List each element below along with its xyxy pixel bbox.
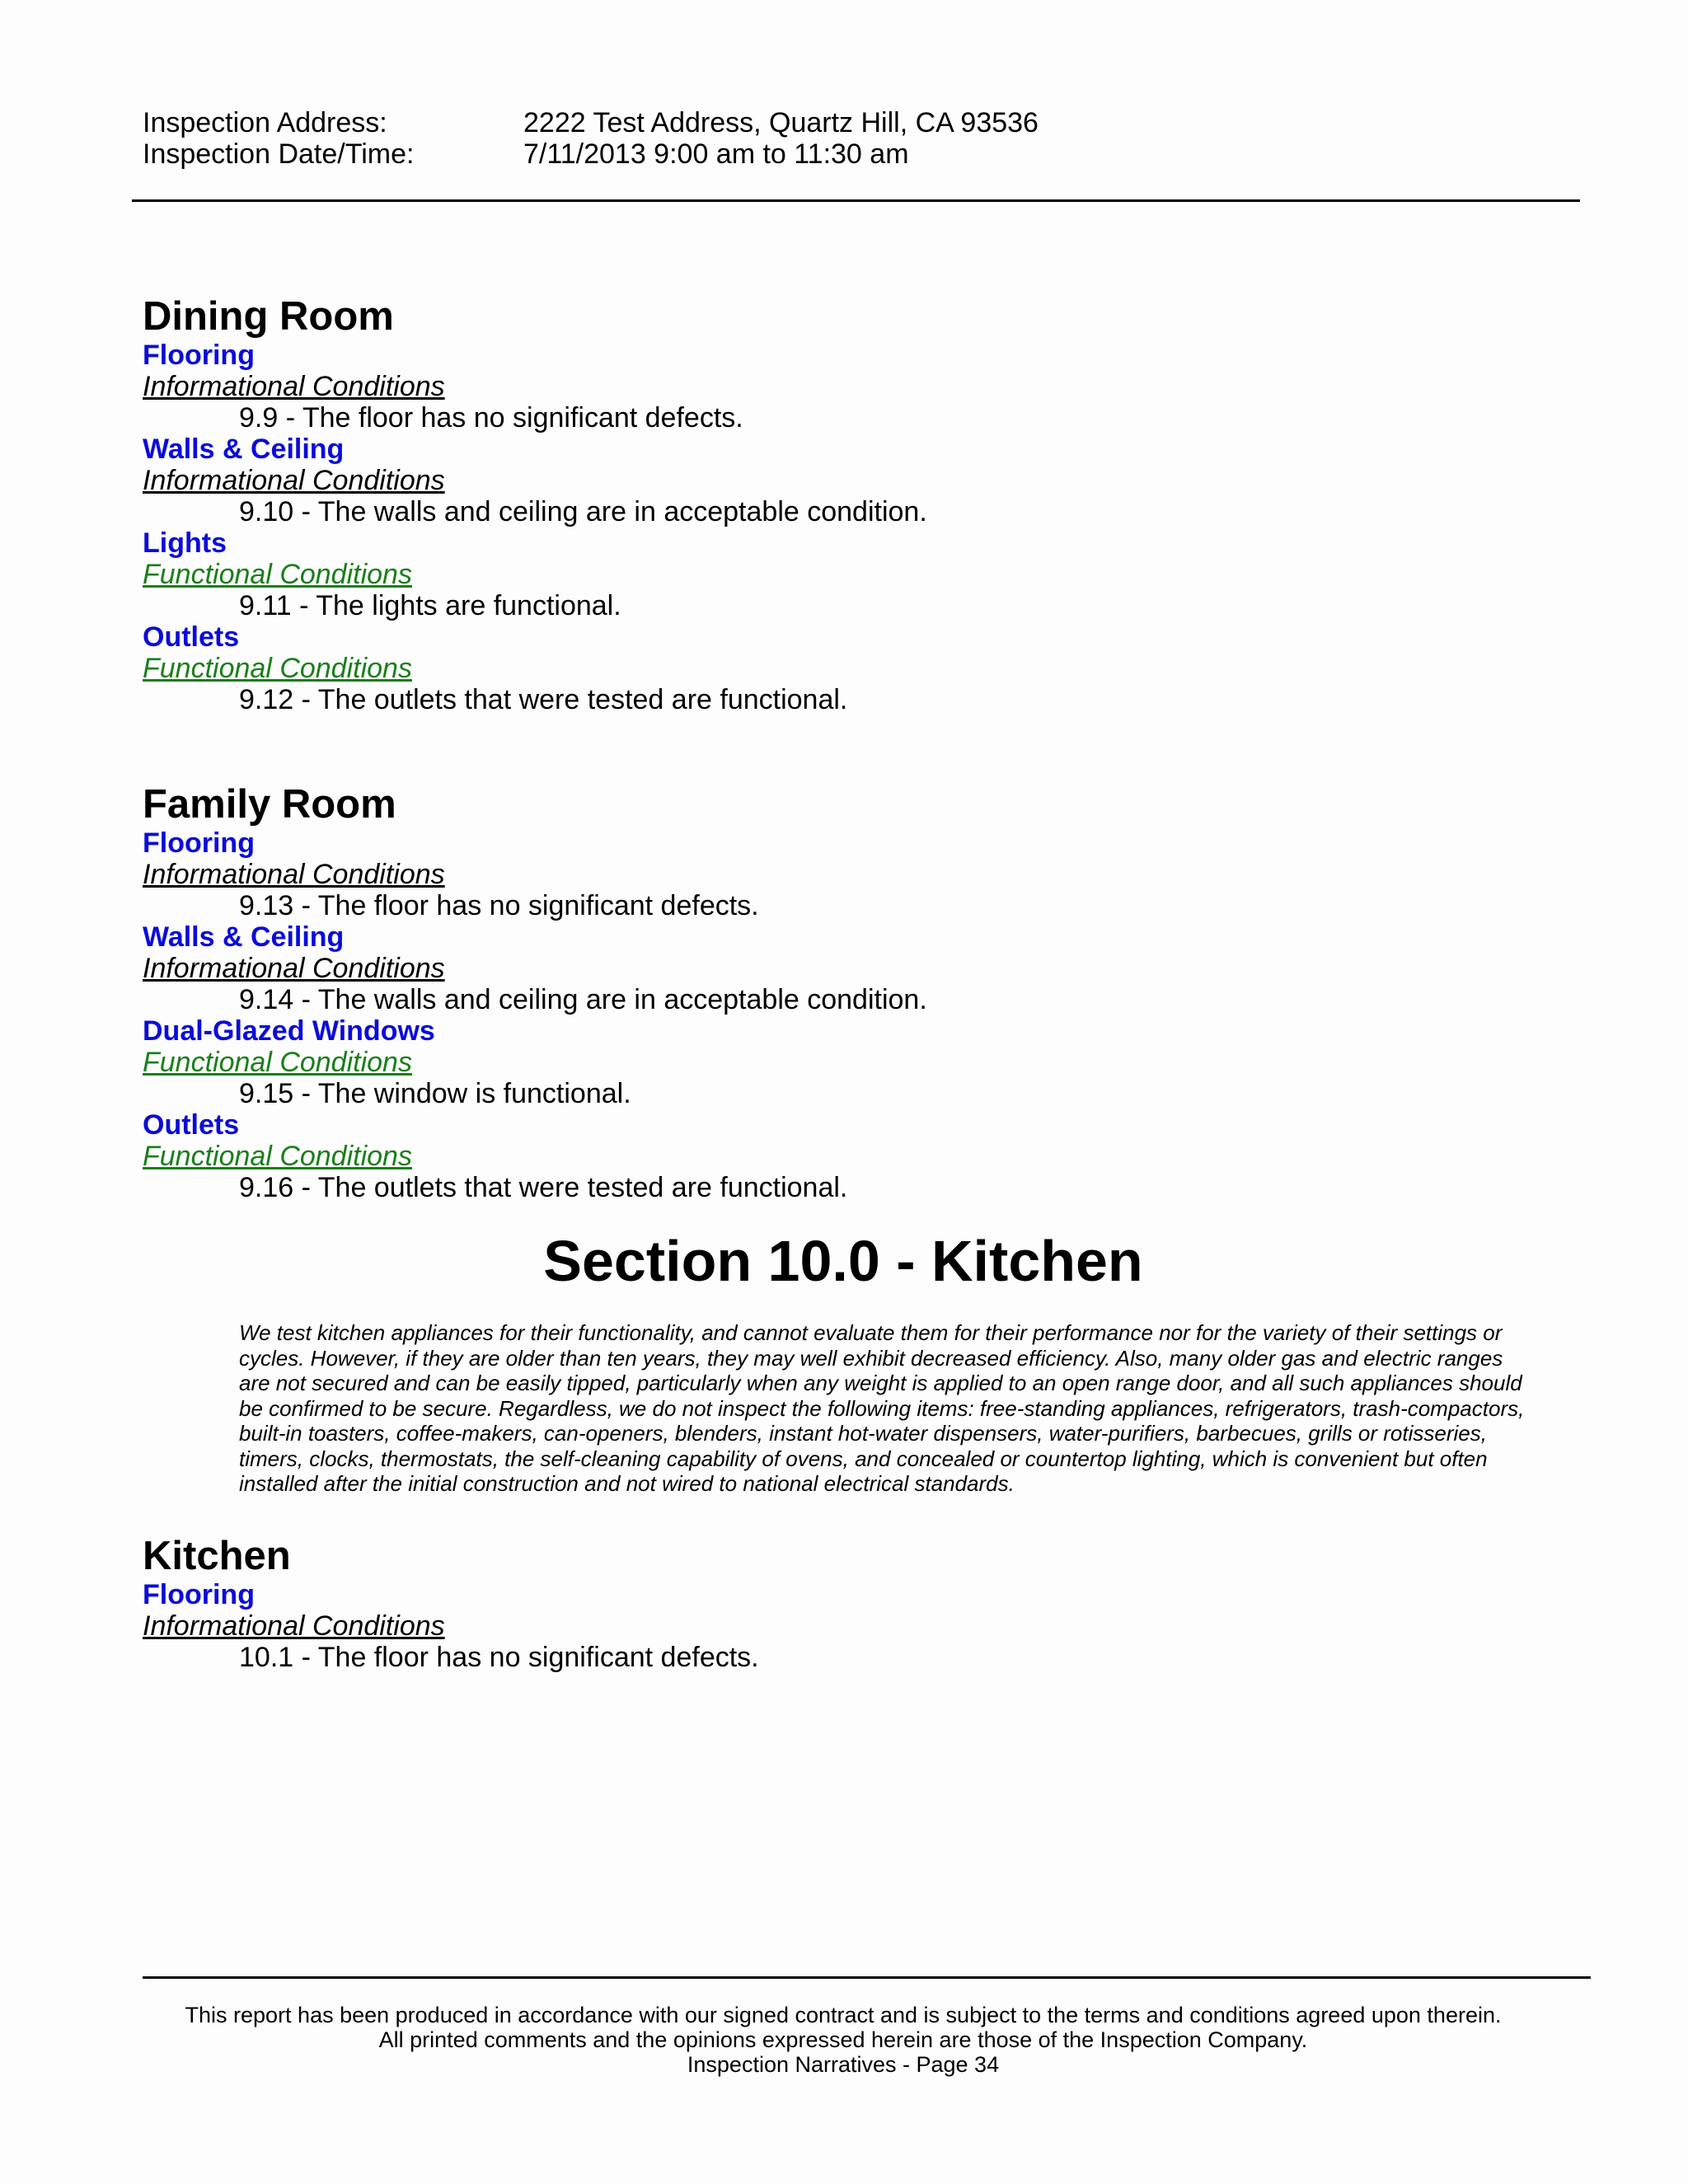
family-walls-category: Walls & Ceiling (143, 921, 345, 953)
page-footer (143, 2003, 1544, 2077)
dining-flooring-category: Flooring (143, 340, 255, 371)
dining-flooring-item: 9.9 - The floor has no significant defects. (239, 402, 743, 434)
kitchen-flooring-item: 10.1 - The floor has no significant defects. (239, 1641, 759, 1673)
family-outlets-item: 9.16 - The outlets that were tested are functional. (239, 1172, 848, 1203)
family-flooring-item: 9.13 - The floor has no significant defects. (239, 890, 759, 921)
address-label: Inspection Address: (143, 107, 387, 138)
family-windows-category: Dual-Glazed Windows (143, 1015, 435, 1047)
family-walls-condition: Informational Conditions (143, 953, 445, 984)
dining-outlets-condition: Functional Conditions (143, 653, 412, 684)
footer-terms: This report has been produced in accordance with our signed contract and is subject to the terms and conditions agreed upon therein. (185, 2003, 1502, 2027)
family-windows-condition: Functional Conditions (143, 1047, 412, 1078)
datetime-label: Inspection Date/Time: (143, 138, 415, 170)
dining-outlets-category: Outlets (143, 621, 240, 653)
family-outlets-condition: Functional Conditions (143, 1141, 412, 1172)
spacer (143, 1497, 1544, 1533)
dining-room-title: Dining Room (143, 294, 394, 339)
footer-opinions: All printed comments and the opinions expressed herein are those of the Inspection Company. (378, 2027, 1308, 2052)
datetime-row (143, 138, 1039, 170)
footer-page-number: Inspection Narratives - Page 34 (687, 2052, 1000, 2077)
dining-lights-condition: Functional Conditions (143, 559, 412, 590)
inspection-header (143, 107, 1039, 170)
family-room-title: Family Room (143, 782, 396, 827)
family-flooring-condition: Informational Conditions (143, 859, 445, 890)
family-flooring-category: Flooring (143, 827, 255, 859)
spacer (143, 715, 1544, 781)
footer-divider (143, 1976, 1591, 1979)
header-divider (132, 199, 1580, 202)
dining-lights-item: 9.11 - The lights are functional. (239, 590, 621, 621)
dining-outlets-item: 9.12 - The outlets that were tested are functional. (239, 684, 848, 715)
section-disclaimer: We test kitchen appliances for their functionality, and cannot evaluate them for their performance nor for the variety of their settings or cycles. However, if they are older than ten years, they may well exhibit decreased efficiency. Also, many older gas and electric ranges are not secured and can be easily tipped, particularly when any weight is applied to an open range door, and all such appliances should be confirmed to be secure. Regardless, we do not inspect the following items: free-standing appliances, refrigerators, trash-compactors, built-in toasters, coffee-makers, can-openers, blenders, instant hot-water dispensers, water-purifiers, barbecues, grills or rotisseries, timers, clocks, thermostats, the self-cleaning capability of ovens, and concealed or countertop lighting, which is convenient but often installed after the initial construction and not wired to national electrical standards. (239, 1320, 1525, 1496)
dining-walls-category: Walls & Ceiling (143, 434, 345, 465)
family-outlets-category: Outlets (143, 1109, 240, 1141)
family-windows-item: 9.15 - The window is functional. (239, 1078, 631, 1109)
dining-walls-item: 9.10 - The walls and ceiling are in acceptable condition. (239, 496, 927, 527)
address-value: 2222 Test Address, Quartz Hill, CA 93536 (523, 107, 1039, 138)
section-title: Section 10.0 - Kitchen (543, 1229, 1143, 1293)
kitchen-flooring-condition: Informational Conditions (143, 1610, 445, 1642)
dining-walls-condition: Informational Conditions (143, 465, 445, 496)
datetime-value: 7/11/2013 9:00 am to 11:30 am (523, 138, 909, 170)
dining-lights-category: Lights (143, 527, 227, 559)
address-row (143, 107, 1039, 138)
dining-flooring-condition: Informational Conditions (143, 371, 445, 402)
kitchen-flooring-category: Flooring (143, 1578, 255, 1610)
kitchen-title: Kitchen (143, 1533, 291, 1578)
family-walls-item: 9.14 - The walls and ceiling are in acceptable condition. (239, 984, 927, 1015)
report-content (143, 293, 1544, 1673)
